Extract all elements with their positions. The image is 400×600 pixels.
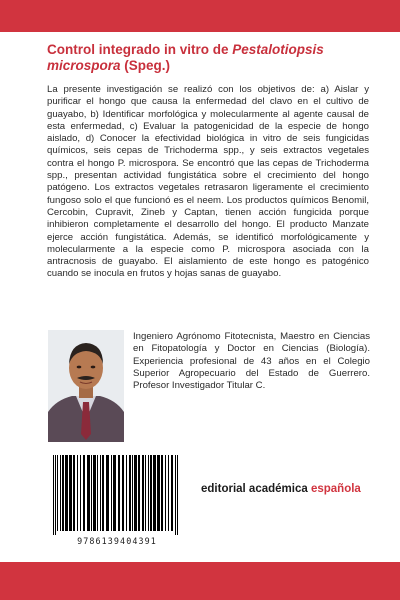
title-prefix: Control integrado in vitro de	[47, 42, 233, 57]
isbn-number: 9786139404391	[77, 536, 157, 546]
author-bio: Ingeniero Agrónomo Fitotecnista, Maestro en Ciencias en Fitopatología y Doctor en Ciencias (Biología). Experiencia profesional de 43 años en el Colegio Superior Agropecuario del Estado de Guerrero. Profesor Investigador Titular C.	[133, 331, 370, 392]
abstract-text: La presente investigación se realizó con los objetivos de: a) Aislar y purificar el hongo que causa la enfermedad del clavo en el cultivo de guayabo, b) Identificar morfológica y molecularmente al agente causal de esta enfermedad, c) Evaluar la patogenicidad de la especie de hongo aislado, d) Conocer la efectividad biológica in vitro de seis fungicidas químicos, seis cepas de Trichoderma spp., y seis extractos vegetales contra el hongo P. microspora. Se encontró que las cepas de Trichoderma spp., presentan actividad fungistática sobre el crecimiento del hongo patógeno. Los extractos vegetales retrasaron ligeramente el crecimiento fungoso solo el que funcionó es el neem. Los productos químicos Benomil, Cercobin, Cupravit, Zineb y Captan, tienen acción fungicida porque inhibieron completamente el desarrollo del hongo. El producto Manzate ejerce acción fungistática. Además, se identificó morfológicamente y molecularmente a la especie como P. microspora asociada con la antracnosis de guayabo. El aislamiento de este hongo es patogénico cuando se inocula en frutos y hojas sanas de guayabo.	[47, 84, 369, 280]
isbn-barcode	[47, 453, 187, 537]
barcode-bars	[47, 453, 187, 537]
book-title	[47, 42, 372, 74]
publisher-accent-word: española	[310, 483, 361, 495]
title-suffix: (Speg.)	[120, 58, 171, 73]
publisher-logo-text	[201, 483, 361, 495]
bottom-color-band	[0, 562, 400, 600]
author-photo	[48, 330, 124, 442]
author-portrait-image	[48, 330, 124, 442]
top-color-band	[0, 0, 400, 32]
publisher-name: editorial académica	[201, 483, 311, 495]
title-species: Pestalotiopsis microspora	[47, 42, 324, 73]
